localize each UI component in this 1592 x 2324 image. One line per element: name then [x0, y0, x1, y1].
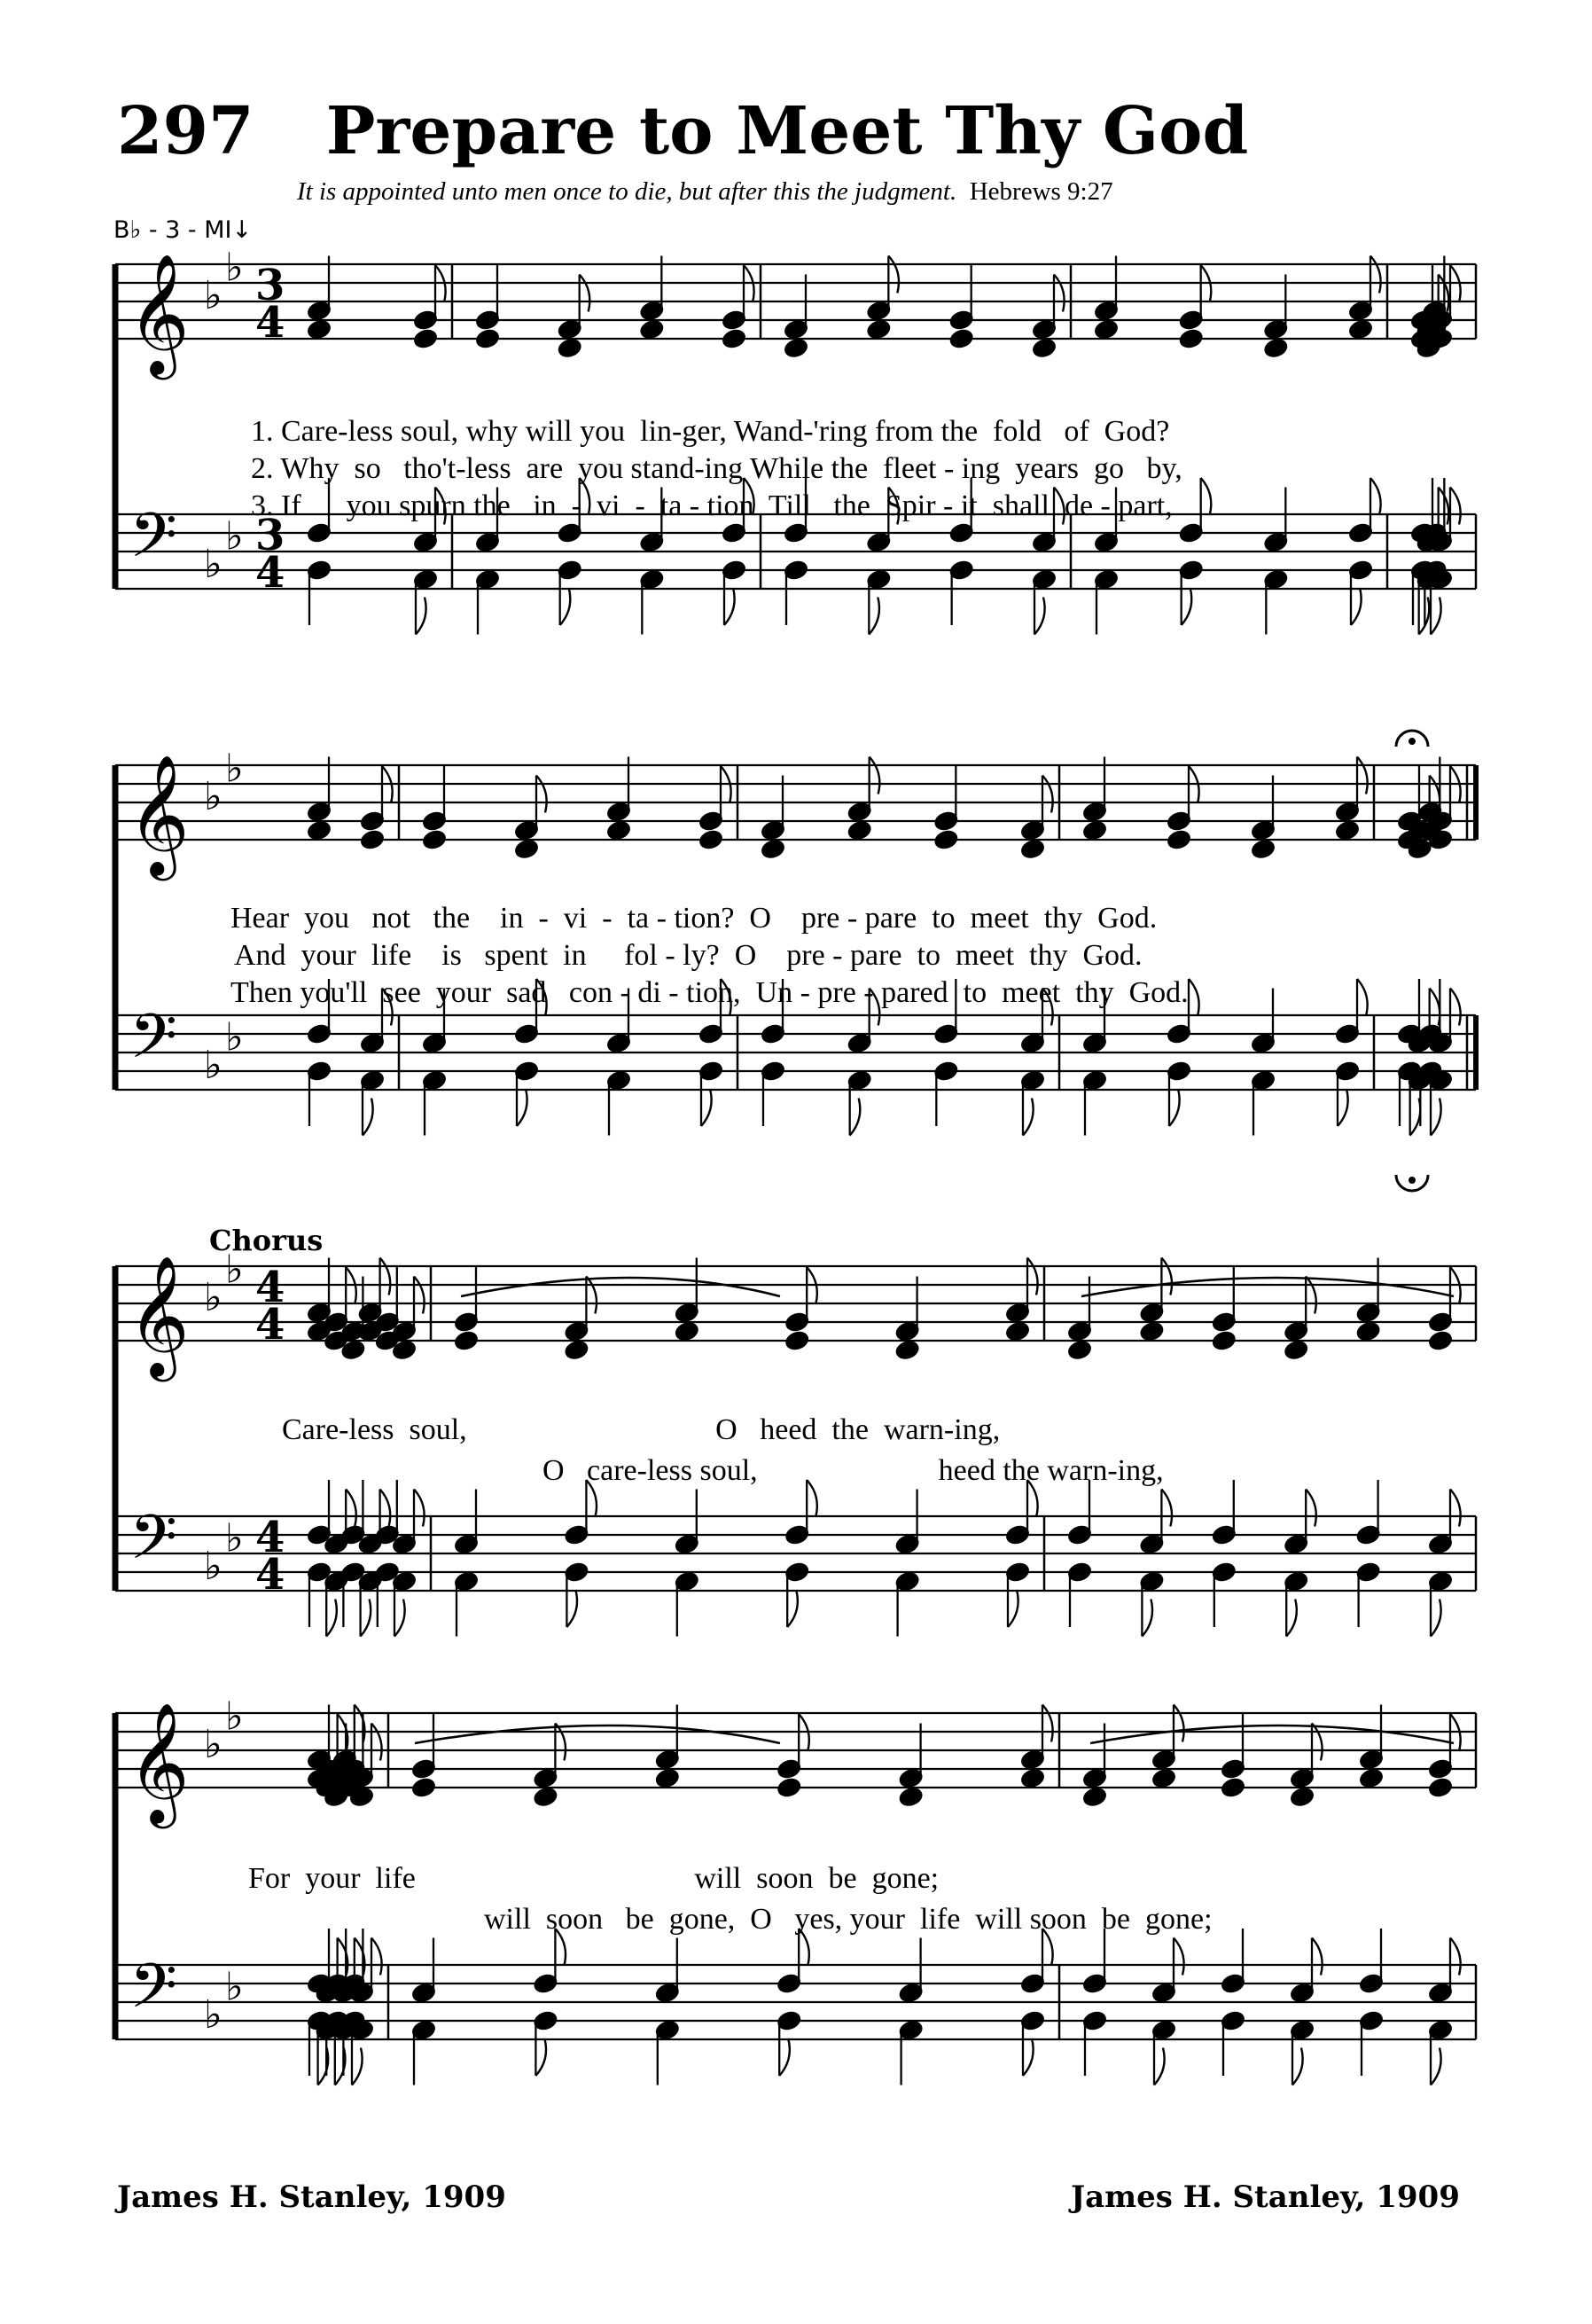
notehead: [422, 829, 447, 850]
time-signature-denominator: 4: [255, 1300, 285, 1350]
bass-clef-icon: 𝄢: [129, 499, 178, 586]
flag: [1450, 1938, 1461, 1976]
epigraph-text: It is appointed unto men once to die, but after this the judgment.: [297, 177, 957, 206]
flat-icon: ♭: [225, 1694, 244, 1740]
flag: [724, 588, 735, 625]
notehead: [1067, 1339, 1092, 1360]
flat-icon: ♭: [225, 746, 244, 792]
flag: [870, 757, 880, 794]
notehead: [1178, 328, 1203, 349]
flat-icon: ♭: [204, 542, 222, 587]
verse-3-line-2: Then you'll see your sad con - di - tion, Un - pre - pared to meet thy God.: [230, 976, 1189, 1009]
flag: [326, 1600, 337, 1637]
flag: [371, 1724, 382, 1761]
notehead: [1005, 1320, 1030, 1342]
verse-3-line-1: 3. If you spurn the in - vi - ta - tion Till the Spir - it shall de - part,: [251, 489, 1173, 522]
flag: [517, 1089, 527, 1126]
notehead: [784, 337, 808, 358]
flag: [346, 1490, 356, 1527]
notehead: [784, 1330, 809, 1351]
bass-clef-icon: 𝄢: [129, 1950, 178, 2037]
flag: [1306, 1490, 1316, 1527]
hymn-title-text: Prepare to Meet Thy God: [325, 93, 1249, 169]
flat-icon: ♭: [225, 1964, 244, 2010]
flat-icon: ♭: [204, 774, 222, 819]
epigraph-reference: Hebrews 9:27: [969, 177, 1113, 206]
tie: [415, 1725, 780, 1743]
notehead: [606, 819, 631, 841]
flag: [414, 1277, 425, 1314]
words-credit: James H. Stanley, 1909: [117, 2179, 506, 2215]
time-signature-denominator: 4: [255, 1550, 285, 1600]
flag: [416, 598, 426, 635]
tie: [461, 1278, 780, 1296]
flag: [535, 2038, 546, 2076]
flag: [1154, 2048, 1165, 2085]
notehead: [1212, 1330, 1237, 1351]
flat-icon: ♭: [204, 1992, 222, 2038]
notehead: [776, 1777, 801, 1798]
notehead: [1335, 819, 1360, 841]
flag: [1357, 979, 1368, 1016]
notehead: [894, 1339, 919, 1360]
fermata-dot: [1409, 738, 1416, 745]
flag: [580, 275, 590, 312]
flag: [1023, 2038, 1034, 2076]
notehead: [1139, 1320, 1164, 1342]
notehead: [1348, 318, 1373, 340]
flag: [1008, 1590, 1018, 1627]
tie: [1081, 1278, 1454, 1296]
flag: [380, 1490, 391, 1527]
chorus-line-2-lower: will soon be gone, O yes, your life will soon be gone;: [484, 1903, 1213, 1936]
notehead: [1355, 1320, 1380, 1342]
time-signature-numerator: 4: [255, 1263, 285, 1312]
time-signature-numerator: 4: [255, 1513, 285, 1562]
fermata-dot: [1409, 1177, 1416, 1184]
flat-icon: ♭: [204, 273, 222, 318]
flag: [1312, 1724, 1323, 1761]
verse-2-line-2: And your life is spent in fol - ly? O pre - pare to meet thy God.: [234, 939, 1143, 972]
flat-icon: ♭: [225, 513, 244, 559]
notehead: [514, 838, 539, 859]
flag: [380, 1258, 391, 1295]
flag: [586, 1277, 597, 1314]
flag: [1042, 776, 1053, 813]
notehead: [1082, 1786, 1107, 1807]
notehead: [1428, 1330, 1453, 1351]
notehead: [307, 819, 332, 841]
flag: [1142, 1600, 1152, 1637]
notehead: [761, 838, 785, 859]
flat-icon: ♭: [225, 1515, 244, 1561]
flag: [1370, 478, 1381, 515]
flag: [394, 1600, 405, 1637]
flag: [1450, 1490, 1461, 1527]
treble-clef-icon: 𝄞: [128, 753, 190, 875]
bass-clef-icon: 𝄢: [129, 1000, 178, 1087]
time-signature-numerator: 3: [255, 261, 285, 310]
notehead: [1221, 1777, 1245, 1798]
treble-clef-icon: 𝄞: [128, 1701, 190, 1823]
flag: [1431, 2048, 1441, 2085]
notehead: [1284, 1339, 1308, 1360]
flag: [1023, 1099, 1034, 1136]
notehead: [1020, 838, 1045, 859]
flat-icon: ♭: [225, 1014, 244, 1060]
notehead: [1167, 829, 1191, 850]
flag: [1410, 1099, 1421, 1136]
flag: [1189, 979, 1199, 1016]
flag: [1450, 989, 1461, 1026]
chorus-line-1-lower: O care-less soul, heed the warn-ing,: [542, 1454, 1164, 1487]
flag: [869, 598, 879, 635]
flag: [536, 776, 547, 813]
notehead: [360, 829, 385, 850]
verse-1-line-1: 1. Care-less soul, why will you lin-ger, Wand-'ring from the fold of God?: [251, 415, 1170, 448]
key-info: B♭ - 3 - MI↓: [113, 216, 253, 244]
flag: [1357, 757, 1368, 794]
bass-clef-icon: 𝄢: [129, 1501, 178, 1588]
notehead: [948, 328, 973, 349]
flag: [850, 1099, 861, 1136]
notehead: [1359, 1767, 1384, 1788]
flag: [1370, 256, 1381, 293]
verse-2-line-1: 2. Why so tho't-less are you stand-ing While the fleet - ing years go by,: [251, 452, 1182, 485]
flag: [363, 1099, 373, 1136]
flag: [1182, 588, 1192, 625]
flag: [414, 1490, 425, 1527]
flag: [1161, 1490, 1172, 1527]
notehead: [1428, 1777, 1453, 1798]
notehead: [639, 318, 664, 340]
time-signature-denominator: 4: [255, 548, 285, 598]
notehead: [722, 328, 746, 349]
flat-icon: ♭: [204, 1275, 222, 1320]
notehead: [698, 829, 723, 850]
flat-icon: ♭: [225, 1247, 244, 1293]
chorus-label: Chorus: [209, 1224, 324, 1257]
flag: [1351, 588, 1362, 625]
flag: [555, 1724, 566, 1761]
flag: [1054, 275, 1065, 312]
notehead: [411, 1777, 436, 1798]
flag: [1431, 1600, 1441, 1637]
flat-icon: ♭: [204, 1544, 222, 1589]
flat-icon: ♭: [204, 1043, 222, 1088]
notehead: [1020, 1767, 1045, 1788]
notehead: [898, 1786, 923, 1807]
flag: [371, 1938, 382, 1976]
time-signature-numerator: 3: [255, 511, 285, 560]
flag: [1312, 1938, 1323, 1976]
flag: [1027, 1258, 1038, 1295]
notehead: [1032, 337, 1057, 358]
notehead: [564, 1339, 589, 1360]
time-signature-denominator: 4: [255, 298, 285, 348]
notehead: [454, 1330, 479, 1351]
notehead: [1082, 819, 1107, 841]
notehead: [533, 1786, 558, 1807]
treble-clef-icon: 𝄞: [128, 1254, 190, 1376]
notehead: [655, 1767, 680, 1788]
hymn-number: 297: [117, 93, 254, 169]
notehead: [1151, 1767, 1176, 1788]
notehead: [675, 1320, 699, 1342]
flag: [779, 2038, 790, 2076]
flag: [1042, 1705, 1053, 1742]
chorus-line-2-upper: For your life will soon be gone;: [248, 1862, 940, 1895]
verse-1-line-2: Hear you not the in - vi - ta - tion? O pre - pare to meet thy God.: [230, 902, 1158, 935]
flat-icon: ♭: [204, 1722, 222, 1767]
flag: [701, 1089, 712, 1126]
flag: [1201, 478, 1212, 515]
flag: [787, 1590, 798, 1627]
notehead: [1251, 838, 1276, 859]
notehead: [1094, 318, 1119, 340]
flag: [888, 256, 899, 293]
notehead: [933, 829, 958, 850]
flag: [1169, 1089, 1180, 1126]
flag: [352, 2048, 363, 2085]
chorus-line-1-upper: Care-less soul, O heed the warn-ing,: [282, 1413, 1001, 1446]
flag: [1034, 598, 1045, 635]
flag: [1430, 989, 1440, 1026]
notehead: [475, 328, 500, 349]
flag: [1431, 1099, 1441, 1136]
notehead: [847, 819, 871, 841]
notehead: [413, 328, 438, 349]
notehead: [1290, 1786, 1315, 1807]
flag: [1174, 1705, 1184, 1742]
flag: [1292, 2048, 1303, 2085]
flag: [1338, 1089, 1348, 1126]
flag: [1286, 1600, 1297, 1637]
flag: [361, 1600, 371, 1637]
flag: [1306, 1277, 1316, 1314]
flag: [566, 1590, 577, 1627]
flag: [560, 588, 571, 625]
tie: [1090, 1725, 1454, 1743]
flat-icon: ♭: [225, 245, 244, 291]
flag: [1161, 1258, 1172, 1295]
notehead: [307, 318, 332, 340]
flag: [1174, 1938, 1184, 1976]
flag: [1450, 488, 1461, 525]
notehead: [866, 318, 891, 340]
music-credit: James H. Stanley, 1909: [1071, 2179, 1460, 2215]
flag: [1431, 598, 1441, 635]
treble-clef-icon: 𝄞: [128, 252, 190, 374]
notehead: [1263, 337, 1288, 358]
notehead: [557, 337, 581, 358]
